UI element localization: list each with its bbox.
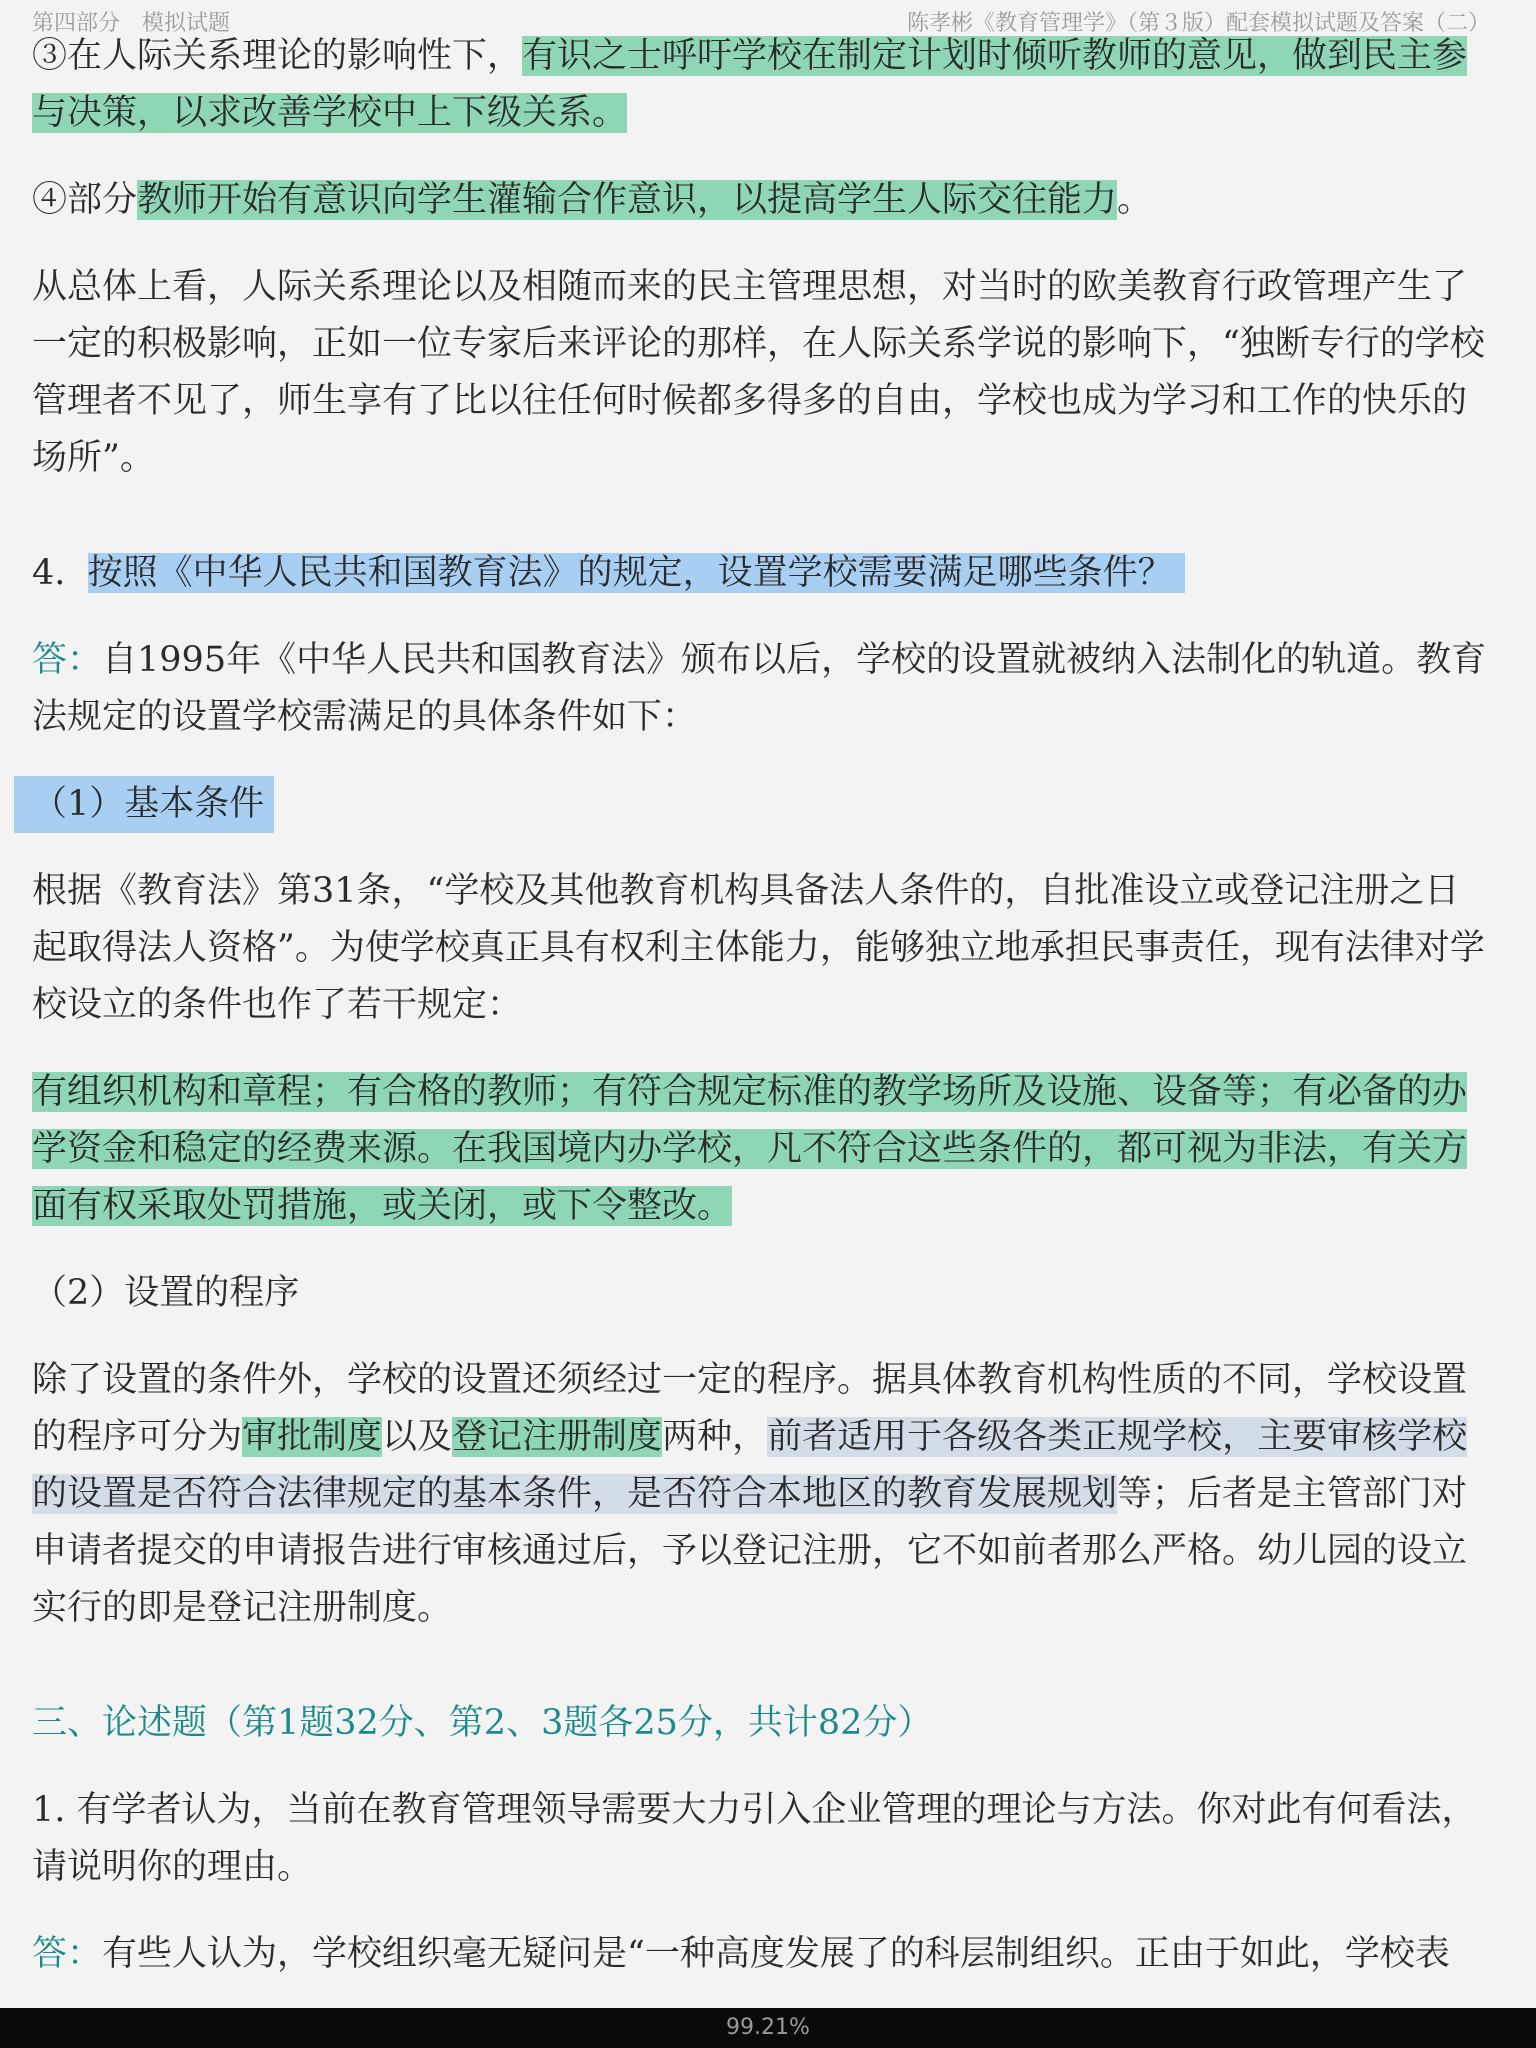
procedure-text-4: 等；后者是主管部门对申请者提交的申请报告进行审核通过后，予以登记注册，它不如前者那么严格。幼儿园的设立实行的即是登记注册制度。: [32, 1474, 1468, 1628]
essay-question-1: [32, 1782, 1490, 1896]
header-book-title: 陈孝彬《教育管理学》（第３版）配套模拟试题及答案（二）: [906, 11, 1490, 36]
point-4-end: 。: [1117, 180, 1153, 220]
answer-intro-text: 自1995年《中华人民共和国教育法》颁布以后，学校的设置就被纳入法制化的轨道。教育法规定的设置学校需满足的具体条件如下：: [32, 640, 1487, 737]
answer-intro: [32, 632, 1490, 746]
basic-conditions-title: （1）基本条件: [14, 776, 274, 833]
section-3-title: 三、论述题（第1题32分、第2、3题各25分，共计82分）: [32, 1703, 933, 1743]
essay-question-1-text: 有学者认为，当前在教育管理领导需要大力引入企业管理的理论与方法。你对此有何看法，请说明你的理由。: [32, 1790, 1477, 1887]
essay-answer-label: 答：: [32, 1934, 103, 1974]
essay-answer-1: [32, 1926, 1490, 1983]
procedure-text-3: 两种，: [662, 1417, 768, 1457]
question-4-text: 按照《中华人民共和国教育法》的规定，设置学校需要满足哪些条件？: [88, 553, 1185, 593]
point-3-highlight: 有识之士呼吁学校在制定计划时倾听教师的意见，做到民主参与决策，以求改善学校中上下级关系。: [32, 36, 1468, 133]
document-body: [32, 28, 1490, 1983]
former-explanation-highlight: 前者适用于各级各类正规学校，主要审核学校的设置是否符合法律规定的基本条件，是否符合本地区的教育发展规划: [32, 1417, 1468, 1514]
procedure-text-2: 以及: [382, 1417, 453, 1457]
essay-answer-text: 有些人认为，学校组织毫无疑问是“一种高度发展了的科层制组织。正由于如此，学校表: [102, 1934, 1450, 1974]
basic-conditions-highlight: 有组织机构和章程；有合格的教师；有符合规定标准的教学场所及设施、设备等；有必备的办学资金和稳定的经费来源。在我国境内办学校，凡不符合这些条件的，都可视为非法，有关方面有权采取处罚措施，或关闭，或下令整改。: [32, 1072, 1468, 1226]
point-4-paragraph: [32, 172, 1490, 229]
point-4-highlight: 教师开始有意识向学生灌输合作意识，以提高学生人际交往能力: [137, 180, 1118, 220]
essay-question-1-number: 1.: [32, 1790, 66, 1830]
procedure-heading: （2）设置的程序: [32, 1273, 300, 1313]
question-4-number: 4.: [32, 553, 66, 593]
summary-paragraph: 从总体上看，人际关系理论以及相随而来的民主管理思想，对当时的欧美教育行政管理产生了一定的积极影响，正如一位专家后来评论的那样，在人际关系学说的影响下，“独断专行的学校管理者不见了，师生享有了比以往任何时候都多得多的自由，学校也成为学习和工作的快乐的场所”。: [32, 267, 1485, 478]
procedure-text-1: 除了设置的条件外，学校的设置还须经过一定的程序。据具体教育机构性质的不同，学校设置的程序可分为: [32, 1360, 1468, 1457]
point-3-lead: ③在人际关系理论的影响性下，: [32, 36, 523, 76]
reading-progress-bar: [0, 2008, 1536, 2048]
procedure-body: [32, 1352, 1490, 1637]
point-4-lead: ④部分: [32, 180, 138, 220]
answer-label: 答：: [32, 640, 103, 680]
basic-conditions-list: [32, 1064, 1490, 1235]
point-3-paragraph: [32, 28, 1490, 142]
basic-conditions-heading: [32, 776, 1490, 833]
approval-system-highlight: 审批制度: [242, 1417, 383, 1457]
header-section-label: 第四部分 模拟试题: [32, 11, 231, 36]
question-4: [32, 545, 1490, 602]
registration-system-highlight: 登记注册制度: [452, 1417, 663, 1457]
reading-progress-percent: 99.21%: [726, 2015, 810, 2040]
basic-conditions-body: 根据《教育法》第31条，“学校及其他教育机构具备法人条件的，自批准设立或登记注册之日起取得法人资格”。为使学校真正具有权利主体能力，能够独立地承担民事责任，现有法律对学校设立的条件也作了若干规定：: [32, 871, 1485, 1025]
